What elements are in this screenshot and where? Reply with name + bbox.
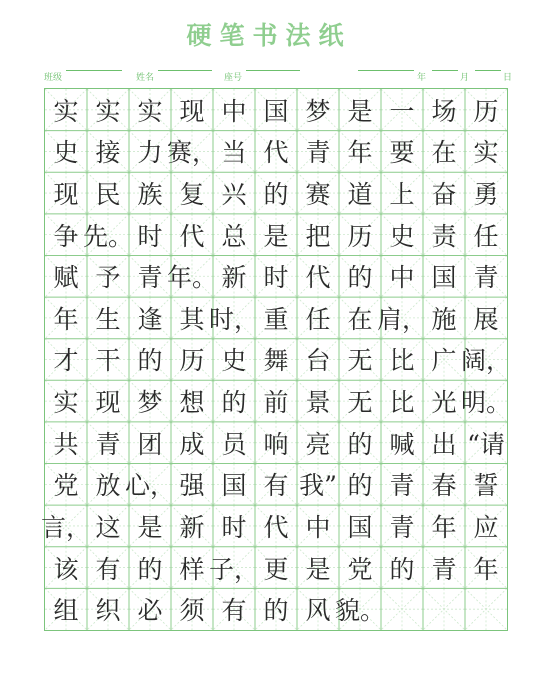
grid-char: 言， (41, 512, 92, 542)
grid-char: 新 (179, 512, 205, 542)
grid-cell (171, 380, 213, 422)
grid-cell (381, 505, 423, 547)
grid-cell (255, 464, 297, 506)
grid-cell (87, 547, 129, 589)
grid-cell (45, 297, 87, 339)
grid-cell (465, 422, 507, 464)
grid-char: 放 (95, 471, 121, 501)
grid-char: 总 (221, 221, 247, 251)
grid-char: 党 (347, 554, 373, 584)
grid-cell (339, 380, 381, 422)
grid-char: 年 (473, 554, 499, 584)
grid-char: 台 (305, 346, 331, 376)
header-info (44, 70, 514, 84)
name-blank[interactable] (158, 70, 212, 71)
grid-char: 必 (137, 596, 163, 626)
grid-cell (209, 297, 260, 339)
grid-char: 中 (389, 263, 415, 293)
grid-char: “请 (467, 429, 505, 459)
grid-cell (297, 214, 339, 256)
grid-char: 更 (263, 554, 289, 584)
grid-cell (381, 255, 423, 297)
grid-char: 亮 (305, 429, 331, 459)
grid-char: 是 (347, 96, 373, 126)
grid-char: 时 (137, 221, 163, 251)
grid-cell (339, 505, 381, 547)
grid-char: 才 (53, 346, 79, 376)
grid-cell (297, 505, 339, 547)
grid-char: 无 (347, 388, 373, 418)
grid-cell (87, 131, 129, 173)
grid-char: 组 (53, 596, 79, 626)
grid-cell (465, 89, 507, 131)
grid-cell (125, 464, 176, 506)
year-blank[interactable] (358, 70, 414, 71)
grid-cell (129, 588, 171, 630)
grid-char: 重 (263, 304, 289, 334)
grid-char: 成 (179, 429, 205, 459)
grid-cell (465, 297, 507, 339)
grid-char: 接 (95, 138, 121, 168)
grid-cell (465, 255, 507, 297)
grid-cell (45, 255, 87, 297)
grid-cell (339, 464, 381, 506)
grid-cell (209, 547, 260, 589)
grid-char: 有 (221, 596, 247, 626)
grid-cell (171, 464, 213, 506)
grid-cell (461, 339, 512, 381)
grid-char: 兴 (221, 180, 247, 210)
grid-cell (423, 297, 465, 339)
grid-cell (171, 505, 213, 547)
grid-cell (255, 505, 297, 547)
grid-char: 干 (95, 346, 121, 376)
grid-cell (167, 131, 218, 173)
grid-char: 代 (305, 263, 331, 293)
grid-char: 年 (53, 304, 79, 334)
grid-cell (297, 464, 339, 506)
grid-cell (213, 255, 255, 297)
grid-cell (255, 131, 297, 173)
grid-char: 民 (95, 180, 121, 210)
grid-char: 赛， (167, 138, 218, 168)
grid-char: 在 (431, 138, 457, 168)
grid-char: 风 (305, 596, 331, 626)
grid-char: 有 (95, 554, 121, 584)
grid-cell (297, 89, 339, 131)
grid-char: 青 (431, 554, 457, 584)
grid-char: 实 (53, 388, 79, 418)
grid-cells (41, 89, 512, 630)
grid-char: 代 (263, 512, 289, 542)
grid-char: 青 (305, 138, 331, 168)
grid-char: 史 (389, 221, 415, 251)
grid-cell (255, 422, 297, 464)
grid-char: 历 (347, 221, 373, 251)
grid-char: 中 (221, 96, 247, 126)
grid-char: 复 (179, 180, 205, 210)
grid-cell (339, 89, 381, 131)
grid-cell (45, 131, 87, 173)
grid-cell (297, 339, 339, 381)
grid-char: 年 (431, 512, 457, 542)
grid-cell (297, 131, 339, 173)
grid-cell (129, 380, 171, 422)
grid-cell (339, 422, 381, 464)
grid-cell (465, 214, 507, 256)
grid-char: 的 (347, 471, 373, 501)
grid-cell (129, 89, 171, 131)
grid-char: 现 (179, 96, 205, 126)
grid-char: 这 (95, 512, 121, 542)
grid-cell (171, 547, 213, 589)
grid-char: 力 (137, 138, 163, 168)
grid-char: 光 (431, 388, 457, 418)
grid-cell (87, 588, 129, 630)
grid-char: 强 (179, 471, 205, 501)
grid-cell (381, 464, 423, 506)
grid-cell (213, 172, 255, 214)
grid-cell (335, 588, 386, 630)
grid-char: 施 (431, 304, 457, 334)
grid-char: 梦 (305, 96, 331, 126)
grid-char: 现 (95, 388, 121, 418)
grid-cell (213, 422, 255, 464)
grid-cell (87, 422, 129, 464)
grid-cell (461, 380, 512, 422)
grid-char: 实 (137, 96, 163, 126)
grid-cell (297, 422, 339, 464)
grid-char: 任 (473, 221, 499, 251)
grid-cell (423, 131, 465, 173)
grid-char: 把 (305, 221, 331, 251)
grid-cell (129, 214, 171, 256)
grid-cell (381, 131, 423, 173)
grid-cell (339, 172, 381, 214)
grid-char: 景 (305, 388, 331, 418)
grid-char: 青 (473, 263, 499, 293)
grid-cell (213, 505, 255, 547)
day-blank[interactable] (475, 70, 501, 71)
grid-char: 出 (431, 429, 457, 459)
grid-char: 须 (179, 596, 205, 626)
grid-char: 国 (431, 263, 457, 293)
grid-cell (381, 422, 423, 464)
grid-char: 要 (389, 138, 415, 168)
grid-char: 响 (263, 429, 289, 459)
grid-cell (255, 339, 297, 381)
grid-cell (171, 297, 213, 339)
grid-char: 在 (347, 304, 373, 334)
grid-char: 广 (431, 346, 457, 376)
grid-char: 实 (53, 96, 79, 126)
grid-cell (87, 464, 129, 506)
grid-cell (83, 214, 134, 256)
grid-char: 青 (95, 429, 121, 459)
grid-char: 有 (263, 471, 289, 501)
grid-cell (465, 547, 507, 589)
seat-blank[interactable] (246, 70, 300, 71)
grid-char: 年 (347, 138, 373, 168)
grid-char: 该 (53, 554, 79, 584)
grid-cell (423, 380, 465, 422)
grid-cell (339, 297, 381, 339)
grid-cell (45, 464, 87, 506)
grid-char: 共 (53, 429, 79, 459)
grid-char: 是 (305, 554, 331, 584)
class-blank[interactable] (66, 70, 122, 71)
month-label: 月 (460, 73, 470, 83)
grid-char: 梦 (137, 388, 163, 418)
grid-char: 时 (263, 263, 289, 293)
grid-char: 国 (347, 512, 373, 542)
grid-cell (87, 380, 129, 422)
grid-char: 是 (137, 512, 163, 542)
grid-char: 比 (389, 346, 415, 376)
grid-cell (255, 89, 297, 131)
grid-cell (423, 588, 465, 630)
grid-cell (171, 588, 213, 630)
grid-cell (87, 255, 129, 297)
grid-cell (213, 339, 255, 381)
year-label: 年 (417, 73, 427, 83)
grid-char: 一 (389, 96, 415, 126)
grid-cell (255, 255, 297, 297)
grid-char: 新 (221, 263, 247, 293)
grid-char: 织 (95, 596, 121, 626)
grid-cell (171, 339, 213, 381)
grid-cell (297, 588, 339, 630)
grid-char: 比 (389, 388, 415, 418)
grid-cell (129, 547, 171, 589)
grid-char: 样 (179, 554, 205, 584)
grid-char: 貌。 (335, 596, 386, 626)
grid-cell (167, 255, 218, 297)
grid-cell (465, 505, 507, 547)
grid-cell (297, 380, 339, 422)
grid-cell (255, 547, 297, 589)
grid-cell (45, 588, 87, 630)
grid-char: 实 (473, 138, 499, 168)
grid-cell (87, 172, 129, 214)
grid-cell (423, 422, 465, 464)
grid-cell (339, 214, 381, 256)
grid-char: 青 (389, 471, 415, 501)
grid-char: 当 (221, 138, 247, 168)
grid-cell (213, 380, 255, 422)
grid-char: 的 (221, 388, 247, 418)
grid-char: 誓 (473, 471, 499, 501)
grid-cell (171, 172, 213, 214)
grid-char: 争 (53, 221, 79, 251)
name-label: 姓名 (136, 73, 155, 83)
grid-cell (255, 380, 297, 422)
grid-char: 史 (53, 138, 79, 168)
grid-cell (381, 214, 423, 256)
grid-cell (129, 339, 171, 381)
grid-char: 赋 (53, 263, 79, 293)
grid-cell (423, 255, 465, 297)
grid-char: 先。 (83, 221, 134, 251)
grid-char: 国 (221, 471, 247, 501)
grid-cell (339, 339, 381, 381)
grid-char: 团 (137, 429, 163, 459)
grid-cell (129, 505, 171, 547)
grid-cell (45, 172, 87, 214)
grid-cell (129, 131, 171, 173)
grid-cell (465, 172, 507, 214)
grid-cell (423, 464, 465, 506)
grid-char: 赛 (305, 180, 331, 210)
grid-char: 展 (473, 304, 499, 334)
grid-cell (381, 547, 423, 589)
grid-cell (255, 588, 297, 630)
grid-cell (45, 89, 87, 131)
grid-cell (423, 89, 465, 131)
grid-cell (381, 588, 423, 630)
grid-char: 员 (221, 429, 247, 459)
grid-cell (129, 172, 171, 214)
grid-cell (87, 297, 129, 339)
grid-cell (255, 172, 297, 214)
grid-char: 国 (263, 96, 289, 126)
grid-cell (45, 214, 87, 256)
grid-cell (381, 172, 423, 214)
grid-cell (87, 339, 129, 381)
grid-cell (465, 131, 507, 173)
grid-char: 肩， (377, 304, 428, 334)
grid-char: 实 (95, 96, 121, 126)
grid-cell (255, 214, 297, 256)
grid-cell (423, 214, 465, 256)
grid-char: 勇 (473, 180, 499, 210)
grid-cell (377, 297, 428, 339)
class-label: 班级 (44, 73, 63, 83)
grid-cell (381, 380, 423, 422)
grid-cell (213, 588, 255, 630)
grid-char: 的 (137, 554, 163, 584)
grid-cell (45, 380, 87, 422)
writing-grid (41, 88, 512, 631)
grid-char: 责 (431, 221, 457, 251)
grid-cell (45, 339, 87, 381)
grid-char: 奋 (431, 180, 457, 210)
grid-char: 党 (53, 471, 79, 501)
grid-char: 春 (431, 471, 457, 501)
grid-cell (129, 255, 171, 297)
grid-cell (213, 214, 255, 256)
grid-cell (423, 547, 465, 589)
grid-cell (339, 255, 381, 297)
grid-cell (213, 131, 255, 173)
grid-char: 无 (347, 346, 373, 376)
grid-char: 逢 (137, 304, 163, 334)
grid-cell (41, 505, 92, 547)
day-label: 日 (503, 73, 513, 83)
grid-char: 的 (137, 346, 163, 376)
seat-label: 座号 (224, 73, 243, 83)
grid-cell (423, 172, 465, 214)
grid-char: 时， (209, 304, 260, 334)
grid-char: 族 (137, 180, 163, 210)
grid-char: 生 (95, 304, 121, 334)
grid-char: 予 (95, 263, 121, 293)
grid-char: 场 (431, 96, 457, 126)
grid-cell (339, 131, 381, 173)
grid-cell (381, 339, 423, 381)
grid-char: 年。 (167, 263, 218, 293)
grid-char: 我” (299, 471, 337, 501)
grid-char: 明。 (461, 388, 512, 418)
grid-cell (171, 422, 213, 464)
grid-cell (87, 505, 129, 547)
grid-cell (297, 255, 339, 297)
grid-char: 代 (179, 221, 205, 251)
grid-char: 的 (347, 429, 373, 459)
grid-char: 想 (179, 388, 205, 418)
grid-char: 应 (473, 512, 499, 542)
grid-cell (255, 297, 297, 339)
grid-char: 的 (263, 180, 289, 210)
grid-char: 历 (473, 96, 499, 126)
grid-char: 代 (263, 138, 289, 168)
grid-char: 现 (53, 180, 79, 210)
grid-cell (465, 588, 507, 630)
grid-char: 喊 (389, 429, 415, 459)
month-blank[interactable] (432, 70, 458, 71)
grid-cell (339, 547, 381, 589)
grid-cell (87, 89, 129, 131)
grid-char: 的 (347, 263, 373, 293)
grid-char: 舞 (263, 346, 289, 376)
grid-char: 青 (137, 263, 163, 293)
grid-cell (381, 89, 423, 131)
grid-cell (171, 89, 213, 131)
grid-cell (465, 464, 507, 506)
page-title: 硬笔书法纸 (186, 21, 352, 50)
grid-cell (423, 339, 465, 381)
grid-cell (129, 422, 171, 464)
grid-char: 的 (263, 596, 289, 626)
grid-cell (45, 422, 87, 464)
grid-char: 前 (263, 388, 289, 418)
grid-cell (297, 172, 339, 214)
grid-char: 是 (263, 221, 289, 251)
grid-char: 道 (347, 180, 373, 210)
grid-char: 上 (389, 180, 415, 210)
grid-char: 心， (125, 471, 176, 501)
grid-char: 的 (389, 554, 415, 584)
grid-char: 中 (305, 512, 331, 542)
grid-char: 子， (209, 554, 260, 584)
grid-char: 史 (221, 346, 247, 376)
grid-cell (297, 297, 339, 339)
grid-char: 任 (305, 304, 331, 334)
grid-char: 其 (179, 304, 205, 334)
grid-cell (213, 464, 255, 506)
grid-char: 阔， (461, 346, 512, 376)
grid-cell (213, 89, 255, 131)
grid-cell (423, 505, 465, 547)
grid-cell (129, 297, 171, 339)
grid-char: 历 (179, 346, 205, 376)
grid-cell (171, 214, 213, 256)
grid-char: 时 (221, 512, 247, 542)
grid-cell (297, 547, 339, 589)
grid-char: 青 (389, 512, 415, 542)
grid-cell (45, 547, 87, 589)
